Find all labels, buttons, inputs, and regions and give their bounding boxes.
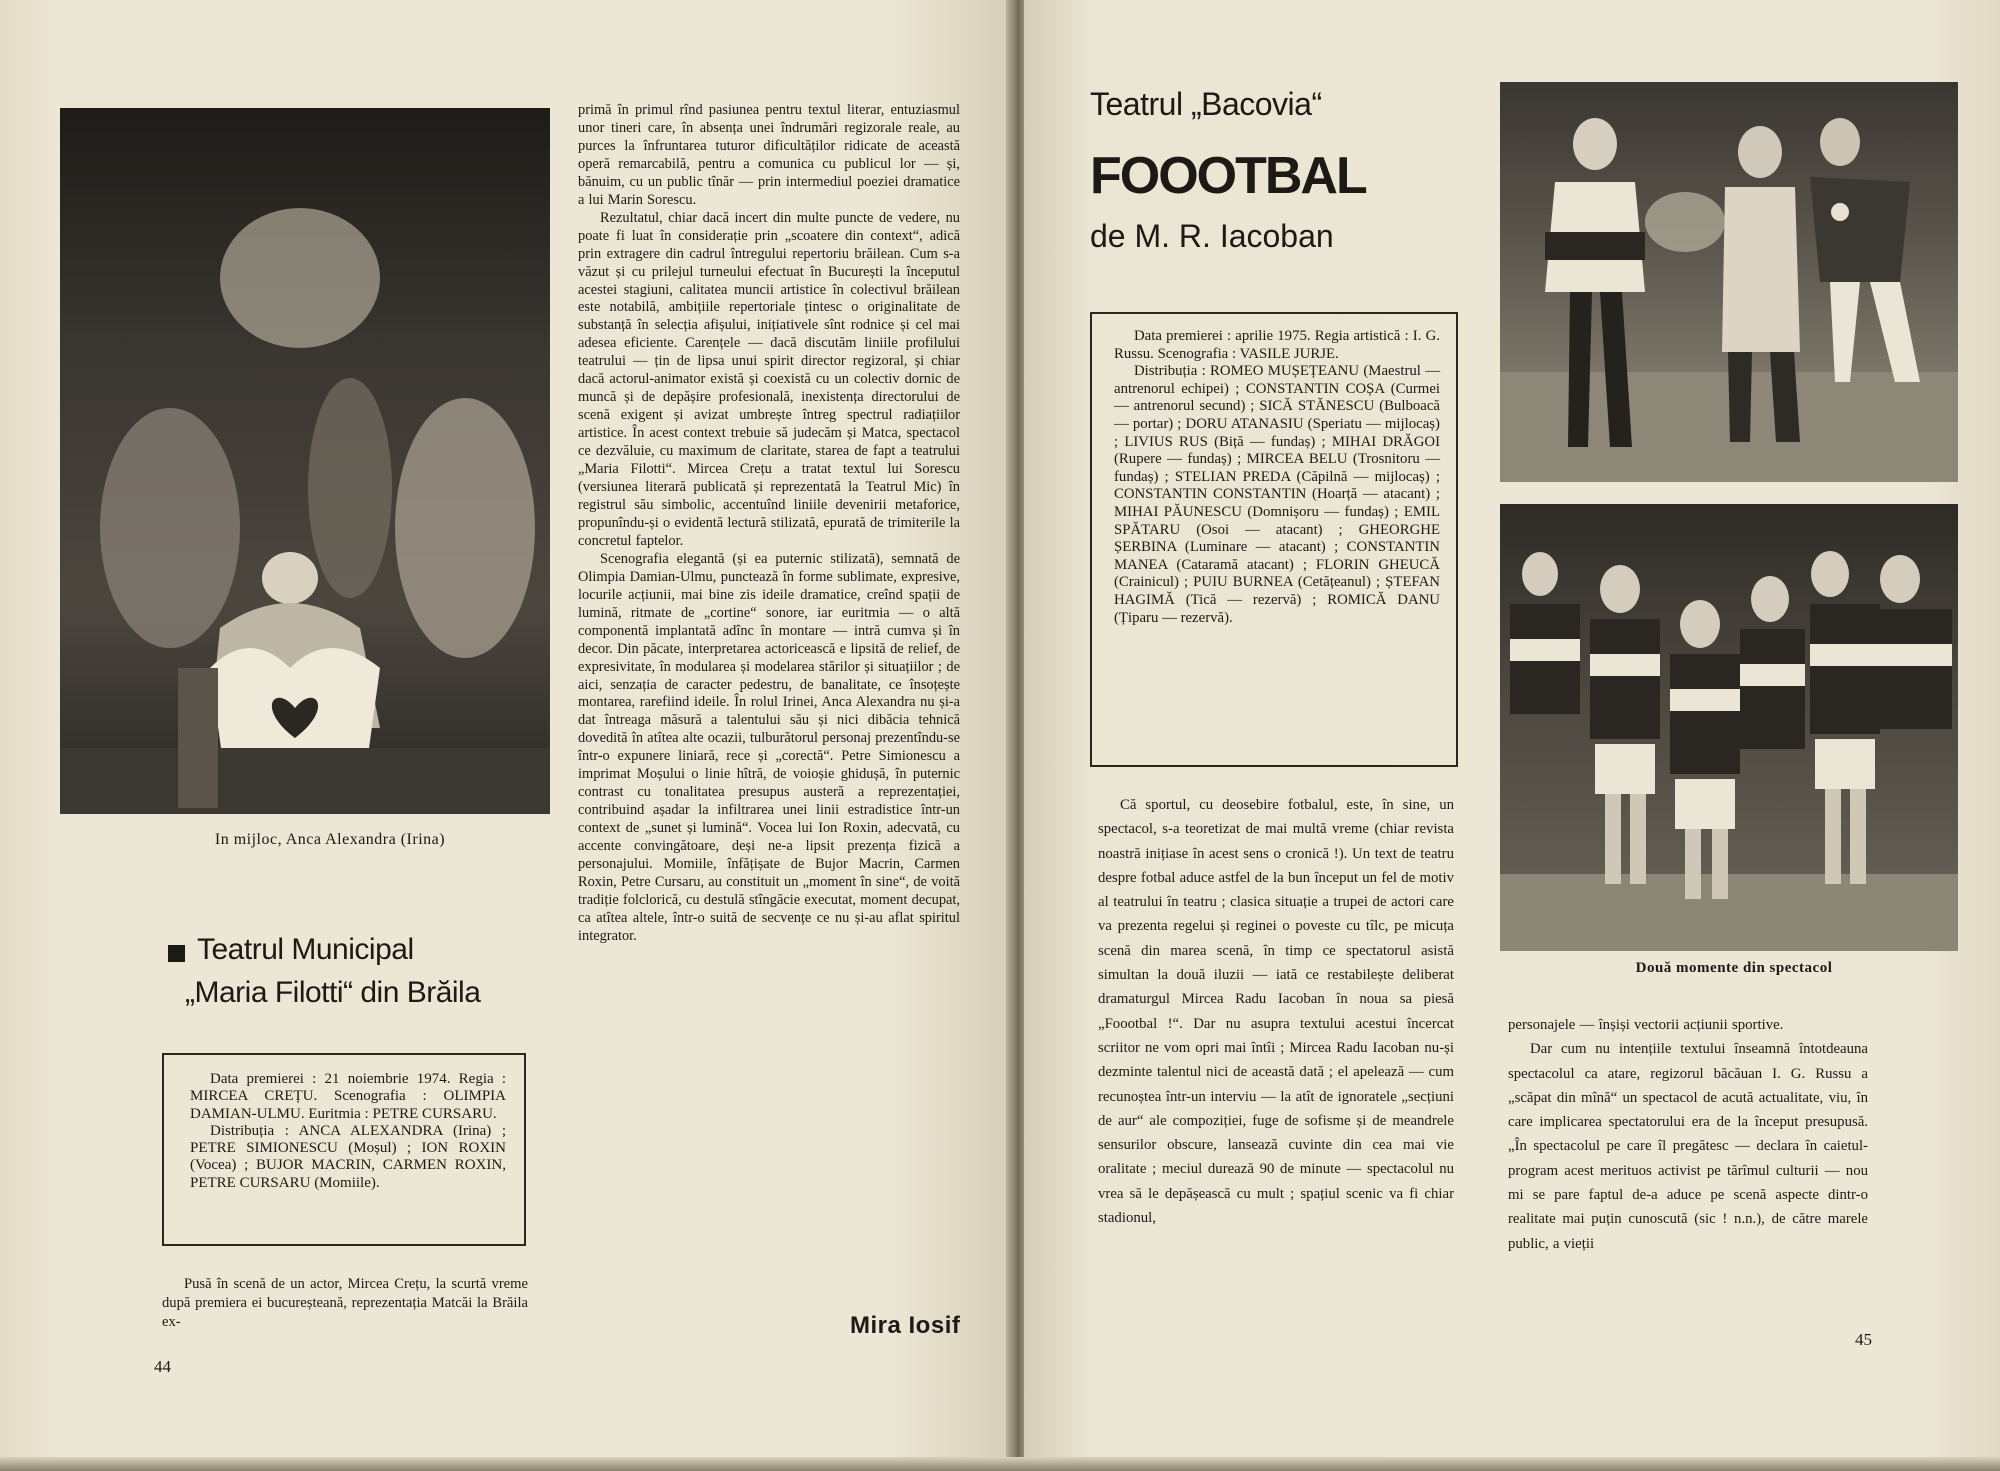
review-column-left: Că sportul, cu deosebire fotbalul, este, în sine, un spectacol, s-a teoretizat de mai multă vreme (chiar revista noastră inițiase în acest sens o cronică !). Un text de teatru despre fotbal aduce astfel de la bun început un fel de motiv al teatrului în teatru ; clasica situație a trupei de actori care va prezenta regelui și reginei o poveste cu tîlc, pe micuța scenă din marea scenă, în timp ce spectatorul asistă simultan la două iluzii — iată ce restabilește deliberat dramaturgul Mircea Radu Iacoban în noua sa piesă „Foootbal !“. Dar nu asupra textului acestui încercat scriitor ne vom opri mai întîi ; Mircea Radu Iacoban nu-și dezminte talentul nici de această dată ; el apelează — cum recunoștea într-un interviu — la atît de ignoratele „secțiuni de aur“ ale compoziției, fuge de sofisme și de meandrele sensurilor obscure, lansează cuvinte din cea mai vie oralitate ; meciul durează 90 de minute — spectacolul nu vrea să le depășească cu mult ; spațiul scenic va fi chiar stadionul, [1098,797,1454,1227]
review-paragraph: personajele — înșiși vectorii acțiunii sportive. [1508,1017,1784,1033]
intro-paragraph: Pusă în scenă de un actor, Mircea Crețu, la scurtă vreme după premiera ei bucureșteană, reprezentația Matcăi la Brăila ex- [162,1276,528,1331]
theatre-heading-line2: „Maria Filotti“ din Brăila [185,976,481,1009]
heading-bullet [168,945,185,962]
review-author: Mira Iosif [850,1312,961,1339]
play-title: FOOOTBAL [1090,147,1366,205]
page-number-left: 44 [154,1357,171,1376]
review-column-right [1508,1013,1868,1256]
theatre-name: Teatrul „Bacovia“ [1090,86,1322,122]
theatre-heading-line1: Teatrul Municipal [197,933,414,966]
credits-dates: Data premierei : aprilie 1975. Regia artistică : I. G. Russu. Scenografia : VASILE JURJE. [1114,328,1440,362]
review-paragraph: Rezultatul, chiar dacă incert din multe puncte de vedere, nu poate fi luat în considerație prin „scoatere din context“, adică prin extragere din cadrul întregului repertoriu brăilean. Cum s-a văzut și cu prilejul turneului efectuat în București la începutul acestei stagiuni, calitatea muncii artistice în colectivul brăilean este notabilă, ambițiile repertoriale țintesc o originalitate de substanță în selecția afișului, inițiativele sînt rodnice și cel mai adesea eficiente. Carențele — dacă discutăm liniile profilului teatrului — țin de lipsa unui spirit director regizoral, și chiar dacă actorul-animator există și coexistă cu un colectiv dornic de muncă și de depășire profesională, inexistența directorului de scenă exigent și avizat umbrește întreg spectrul radiațiilor artistice. În acest context trebuie să judecăm și Matca, spectacol ce dezvăluie, cu maximum de claritate, starea de fapt a teatrului „Maria Filotti“. Mircea Crețu a tratat textul lui Sorescu (versiunea literară publicată și reprezentată la Teatrul Mic) în registrul său simbolic, accentuînd liniile devenirii metaforice, propunîndu-și o evidentă lectură stilizată, epurată de trimiterile la concretul faptelor. [578,209,960,549]
credits-cast: Distribuția : ROMEO MUȘEȚEANU (Maestrul — antrenorul echipei) ; CONSTANTIN COȘA (Curmei — antrenorul secund) ; SICĂ STĂNESCU (Bulboacă — portar) ; DORU ATANASIU (Speriatu — mijlocaș) ; LIVIUS RUS (Biță — fundaș) ; MIHAI DRĂGOI (Rupere — fundaș) ; MIRCEA BELU (Trosnitoru — fundaș) ; STELIAN PREDA (Căpilnă — mijlocaș) ; CONSTANTIN CONSTANTIN (Hoarță — atacant) ; MIHAI PĂUNESCU (Domnișoru — fundaș) ; EMIL SPĂTARU (Osoi — atacant) ; GHEORGHE ȘERBINA (Luminare — atacant) ; CONSTANTIN MANEA (Cataramă atacant) ; FLORIN GHEUCĂ (Crainicul) ; PUIU BURNEA (Cetățeanul) ; ȘTEFAN HAGIMĂ (Tică — rezervă) ; ROMICĂ DANU (Țiparu — rezervă). [1114,363,1440,626]
credits-box-right [1090,312,1458,767]
review-column [578,102,960,946]
page-number-right: 45 [1855,1330,1872,1349]
review-paragraph: primă în primul rînd pasiunea pentru textul literar, entuziasmul unor tineri care, în absența unei îndrumări regizorale reale, au purces la înfruntarea tuturor dificultăților ridicate de această operă remarcabilă, pentru a comunica cu publicul lor — și, bănuim, cu un public tînăr — prin intermediul poeziei dramatice a lui Marin Sorescu. [578,102,960,208]
stage-photo-football-1 [1500,82,1958,482]
stage-photo-matca [60,108,550,814]
review-paragraph: Dar cum nu intențiile textului înseamnă întotdeauna spectacolul ca atare, regizorul băcăuan I. G. Russu a „scăpat din mînă“ un spectacol de acută actualitate, viu, în care implicarea spectatorului era de la început presupusă. „În spectacolul pe care îl pregătesc — declara în caietul-program acest merituos activist pe tărîmul culturii — nou mi se pare faptul de-a aduce pe scenă aspecte dintr-o realitate mai puțin cunoscută (sic ! n.n.), de către marele public, a vieții [1508,1041,1868,1252]
credits-box [162,1053,526,1246]
photo-caption: In mijloc, Anca Alexandra (Irina) [214,831,446,848]
book-edge-bottom [0,1457,2000,1471]
credits-cast: Distribuția : ANCA ALEXANDRA (Irina) ; PETRE SIMIONESCU (Moșul) ; ION ROXIN (Vocea) ; BUJOR MACRIN, CARMEN ROXIN, PETRE CURSARU (Momiile). [190,1122,506,1191]
stage-photo-football-2 [1500,504,1958,951]
play-author-line: de M. R. Iacoban [1090,218,1334,254]
photo-caption-right: Două momente din spectacol [1635,960,1833,976]
right-page [1024,0,2000,1471]
credits-dates: Data premierei : 21 noiembrie 1974. Regia : MIRCEA CREȚU. Scenografia : OLIMPIA DAMIAN-ULMU. Euritmia : PETRE CURSARU. [190,1071,506,1122]
review-paragraph: Scenografia elegantă (și ea puternic stilizată), semnată de Olimpia Damian-Ulmu, punctează în forme sublimate, expresive, locurile acțiunii, mai bine zis ideile dramatice, creînd spații de lumină, ritmate de „cortine“ sonore, iar euritmia — o altă componentă implantată adînc în montare — intră cumva și în decor. Din păcate, interpretarea actoricească e lipsită de relief, de expresivitate, în modularea și modelarea stărilor și situațiilor ; de aici, senzația de caracter pedestru, de banalitate, ce însoțește montarea, rarefiind ideile. În rolul Irinei, Anca Alexandra nu și-a dat întreaga măsură a talentului său și nici dibăcia tehnică dovedită în atîtea alte ocazii, tulburătorul personaj prezentîndu-se într-o expunere liniară, rece și „corectă“. Petre Simionescu a imprimat Moșului o linie hîtră, de voioșie ghidușă, în puternic contrast cu tonalitatea presupus austeră a reprezentației, contribuind așadar la infiltrarea unei linii estradistice într-un context de „sunet și lumină“. Vocea lui Ion Roxin, adecvată, cu accente convingătoare, deși ne-a lipsit prezența fizică a personajului. Momiile, înfățișate de Bujor Macrin, Carmen Roxin, Petre Cursaru, au constituit un „moment în sine“, de voită tradiție folclorică, cu destulă stîngăcie executat, moment decupat, ca atîtea altele, într-o suită de secvențe ce nu și-au aflat spiritul integrator. [578,550,960,944]
